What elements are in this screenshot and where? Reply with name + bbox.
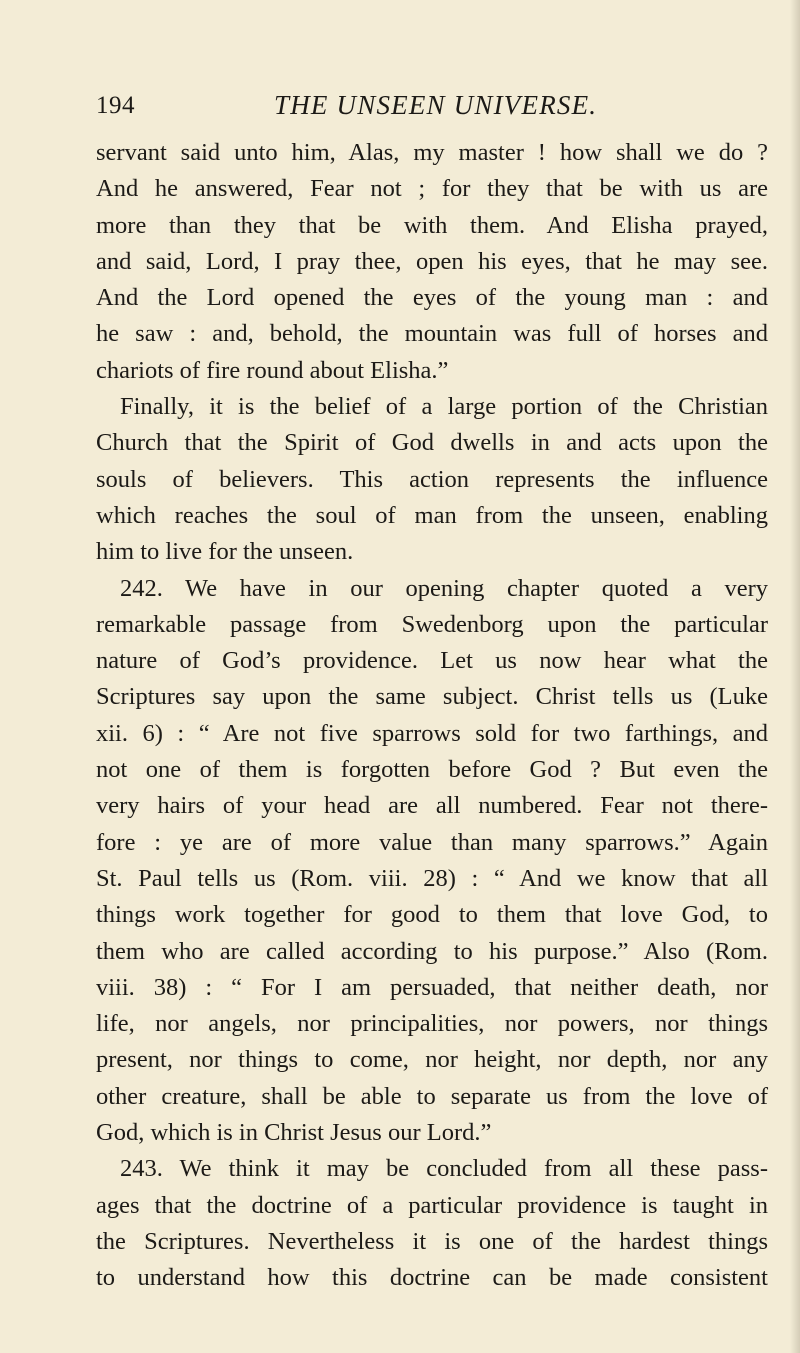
text-line: souls of believers. This action represents the influence	[96, 465, 768, 493]
text-line: nature of God’s providence. Let us now hear what the	[96, 647, 768, 675]
text-line: the Scriptures. Nevertheless it is one of the hardest things	[96, 1227, 768, 1255]
paragraph-start-line: 243. We think it may be concluded from all these pass-	[120, 1155, 768, 1183]
text-line: fore : ye are of more value than many sparrows.” Again	[96, 828, 768, 856]
text-line: and said, Lord, I pray thee, open his eyes, that he may see.	[96, 247, 768, 275]
text-line: And the Lord opened the eyes of the young man : and	[96, 284, 768, 312]
text-line: to understand how this doctrine can be made consistent	[96, 1264, 768, 1292]
text-line: present, nor things to come, nor height, nor depth, nor any	[96, 1046, 768, 1074]
page-edge-shadow	[790, 0, 800, 1353]
text-line: very hairs of your head are all numbered. Fear not there-	[96, 792, 768, 820]
body-text	[96, 135, 768, 1297]
running-title: THE UNSEEN UNIVERSE.	[274, 90, 598, 120]
text-line: xii. 6) : “ Are not five sparrows sold for two farthings, and	[96, 719, 768, 747]
text-line: he saw : and, behold, the mountain was full of horses and	[96, 320, 768, 348]
text-line: more than they that be with them. And Elisha prayed,	[96, 211, 768, 239]
paragraph-start-line: Finally, it is the belief of a large portion of the Christian	[120, 393, 768, 421]
text-line: chariots of fire round about Elisha.”	[96, 356, 449, 384]
text-line: not one of them is forgotten before God ? But even the	[96, 756, 768, 784]
text-line: which reaches the soul of man from the unseen, enabling	[96, 501, 768, 529]
text-line: life, nor angels, nor principalities, nor powers, nor things	[96, 1010, 768, 1038]
text-line: him to live for the unseen.	[96, 538, 354, 566]
text-line: St. Paul tells us (Rom. viii. 28) : “ And we know that all	[96, 864, 768, 892]
text-line: Scriptures say upon the same subject. Christ tells us (Luke	[96, 683, 768, 711]
text-line: servant said unto him, Alas, my master ! how shall we do ?	[96, 139, 768, 166]
text-line: things work together for good to them that love God, to	[96, 901, 768, 929]
text-line: Church that the Spirit of God dwells in and acts upon the	[96, 429, 768, 457]
text-line: And he answered, Fear not ; for they that be with us are	[96, 175, 768, 203]
page-header	[96, 92, 766, 128]
text-line: other creature, shall be able to separate us from the love of	[96, 1082, 768, 1110]
text-line: viii. 38) : “ For I am persuaded, that neither death, nor	[96, 973, 768, 1001]
page-number: 194	[96, 92, 135, 119]
text-line: ages that the doctrine of a particular providence is taught in	[96, 1191, 768, 1219]
text-line: remarkable passage from Swedenborg upon the particular	[96, 610, 768, 638]
text-line: them who are called according to his purpose.” Also (Rom.	[96, 937, 768, 965]
paragraph-start-line: 242. We have in our opening chapter quoted a very	[120, 574, 768, 602]
text-line: God, which is in Christ Jesus our Lord.”	[96, 1119, 492, 1147]
